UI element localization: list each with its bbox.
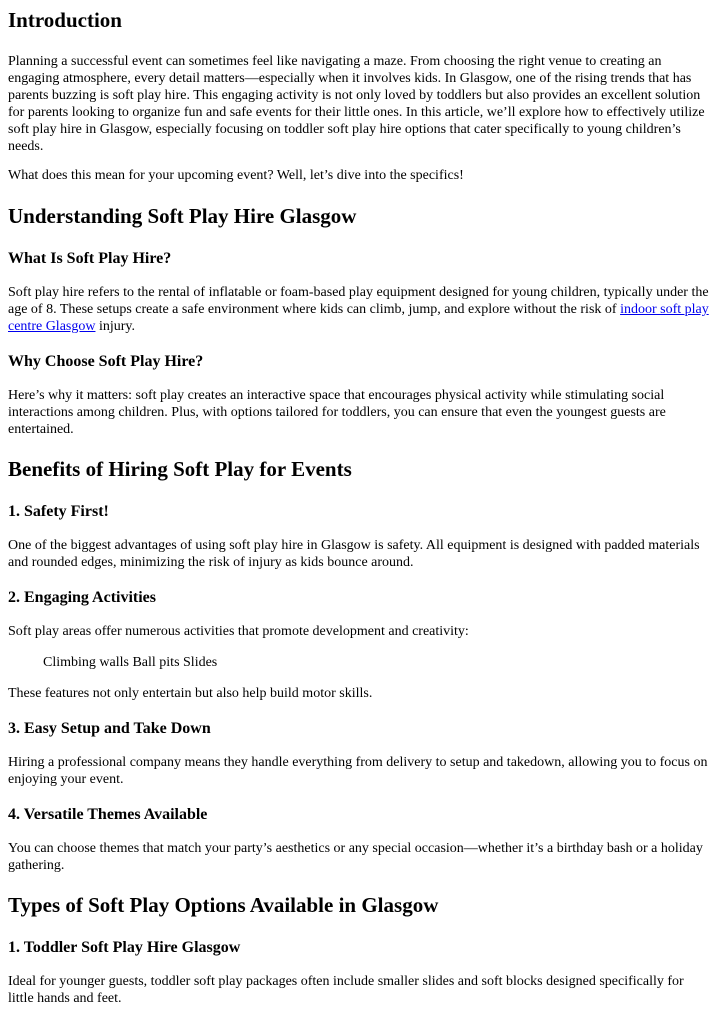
- safety-heading: 1. Safety First!: [8, 503, 109, 520]
- setup-paragraph: Hiring a professional company means they handle everything from delivery to setup and takedown, allowing you to focus on enjoying your event.: [8, 755, 708, 787]
- toddler-paragraph: Ideal for younger guests, toddler soft play packages often include smaller slides and soft blocks designed specifically for little hands and feet.: [8, 974, 684, 1006]
- list-item: Ball pits: [132, 655, 180, 670]
- benefits-heading: Benefits of Hiring Soft Play for Events: [8, 457, 352, 481]
- list-item: Slides: [183, 655, 218, 670]
- engaging-paragraph: Soft play areas offer numerous activities that promote development and creativity:: [8, 624, 469, 639]
- why-choose-heading: Why Choose Soft Play Hire?: [8, 353, 204, 370]
- what-text-after: injury.: [95, 319, 136, 334]
- activities-list: [43, 654, 712, 671]
- engaging-heading: 2. Engaging Activities: [8, 589, 157, 606]
- list-item: Climbing walls: [43, 655, 129, 670]
- what-is-soft-play-heading: What Is Soft Play Hire?: [8, 250, 172, 267]
- safety-paragraph: One of the biggest advantages of using soft play hire in Glasgow is safety. All equipment is designed with padded materials and rounded edges, minimizing the risk of injury as kids bounce around.: [8, 538, 700, 570]
- types-heading: Types of Soft Play Options Available in Glasgow: [8, 893, 439, 917]
- why-choose-paragraph: Here’s why it matters: soft play creates an interactive space that encourages physical activity while stimulating social interactions among children. Plus, with options tailored for toddlers, you can ensure that even the youngest guests are entertained.: [8, 388, 666, 437]
- motor-skills-paragraph: These features not only entertain but also help build motor skills.: [8, 686, 373, 701]
- what-is-soft-play-paragraph: [8, 284, 712, 335]
- themes-paragraph: You can choose themes that match your party’s aesthetics or any special occasion—whether it’s a birthday bash or a holiday gathering.: [8, 841, 703, 873]
- themes-heading: 4. Versatile Themes Available: [8, 806, 208, 823]
- toddler-heading: 1. Toddler Soft Play Hire Glasgow: [8, 939, 241, 956]
- what-text-before: Soft play hire refers to the rental of inflatable or foam-based play equipment designed for young children, typically under the age of 8. These setups create a safe environment where kids can climb, jump, and explore without the risk of: [8, 285, 709, 317]
- introduction-paragraph: Planning a successful event can sometimes feel like navigating a maze. From choosing the right venue to creating an engaging atmosphere, every detail matters—especially when it involves kids. In Glasgow, one of the rising trends that has parents buzzing is soft play hire. This engaging activity is not only loved by toddlers but also provides an excellent solution for parents looking to organize fun and safe events for their little ones. In this article, we’ll explore how to effectively utilize soft play hire in Glasgow, especially focusing on toddler soft play hire options that cater specifically to young children’s needs.: [8, 54, 705, 154]
- setup-heading: 3. Easy Setup and Take Down: [8, 720, 211, 737]
- introduction-heading: Introduction: [8, 8, 122, 32]
- introduction-question-paragraph: What does this mean for your upcoming event? Well, let’s dive into the specifics!: [8, 168, 464, 183]
- understanding-heading: Understanding Soft Play Hire Glasgow: [8, 204, 357, 228]
- indoor-soft-play-link[interactable]: indoor soft play centre Glasgow: [8, 302, 709, 334]
